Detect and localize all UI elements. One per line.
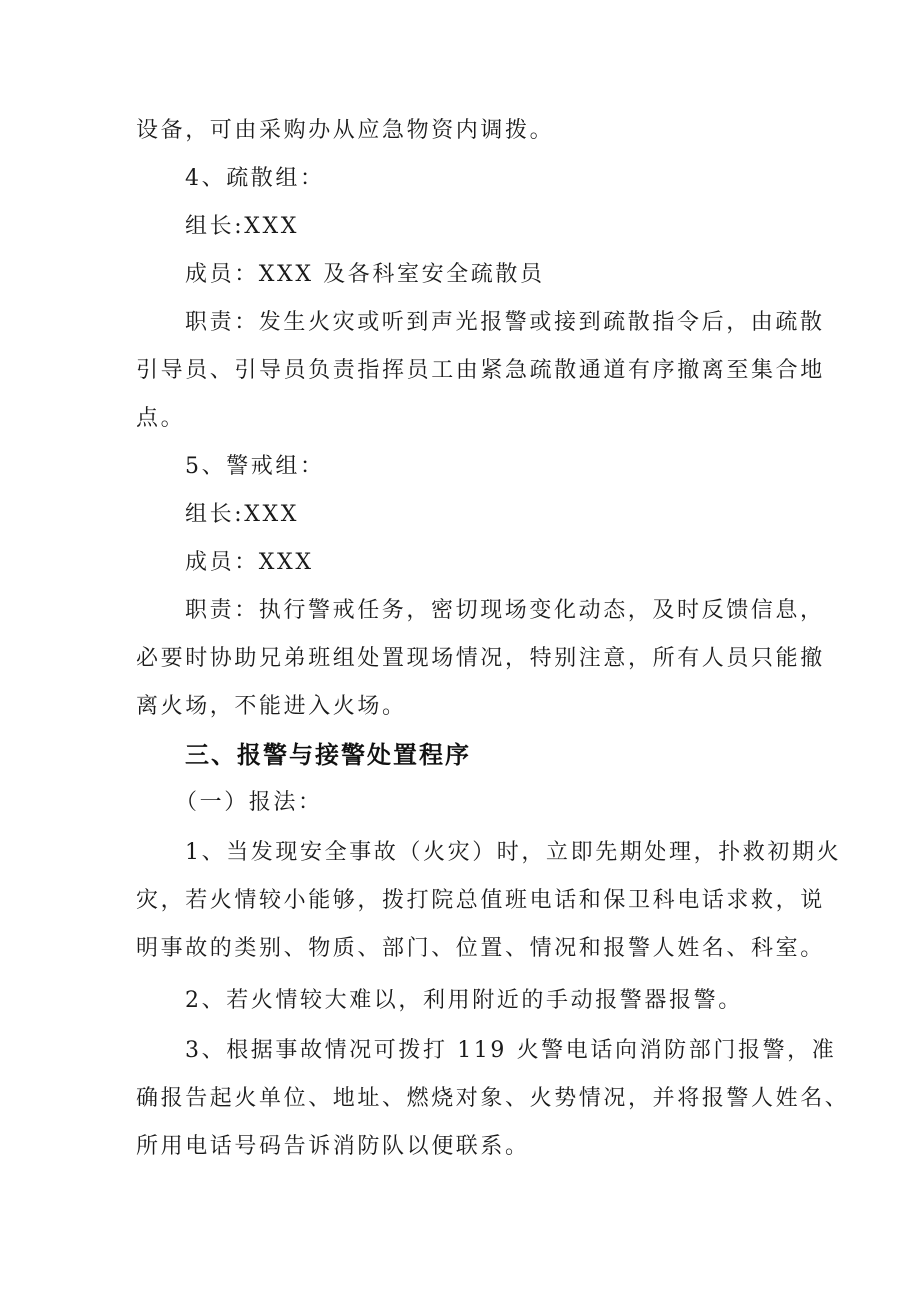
subsection-heading: （一）报法： (175, 790, 323, 815)
paragraph-line: 必要时协助兄弟班组处置现场情况，特别注意，所有人员只能撤 (136, 646, 825, 671)
group-members-line: 成员：XXX 及各科室安全疏散员 (185, 262, 545, 287)
paragraph-line: 3、根据事故情况可拨打 119 火警电话向消防部门报警，准 (185, 1038, 837, 1063)
group-leader-line: 组长:XXX (185, 502, 299, 527)
group-title-evacuation: 4、疏散组： (185, 166, 325, 191)
paragraph-line: 点。 (136, 406, 186, 431)
paragraph-line: 离火场，不能进入火场。 (136, 694, 407, 719)
group-leader-line: 组长:XXX (185, 214, 299, 239)
group-title-guard: 5、警戒组： (185, 454, 325, 479)
group-members-line: 成员：XXX (185, 550, 314, 575)
section-heading: 三、报警与接警处置程序 (185, 741, 471, 769)
paragraph-line: 所用电话号码告诉消防队以便联系。 (136, 1134, 530, 1159)
paragraph-line: 明事故的类别、物质、部门、位置、情况和报警人姓名、科室。 (136, 936, 825, 961)
duty-line: 职责：执行警戒任务，密切现场变化动态，及时反馈信息， (185, 598, 825, 623)
paragraph-line: 设备，可由采购办从应急物资内调拨。 (136, 118, 555, 143)
paragraph-line: 1、当发现安全事故（火灾）时，立即先期处理，扑救初期火 (185, 840, 842, 865)
paragraph-line: 确报告起火单位、地址、燃烧对象、火势情况，并将报警人姓名、 (136, 1086, 850, 1111)
duty-line: 职责：发生火灾或听到声光报警或接到疏散指令后，由疏散 (185, 310, 825, 335)
paragraph-line: 2、若火情较大难以，利用附近的手动报警器报警。 (185, 988, 743, 1013)
paragraph-line: 引导员、引导员负责指挥员工由紧急疏散通道有序撤离至集合地 (136, 358, 825, 383)
paragraph-line: 灾，若火情较小能够，拨打院总值班电话和保卫科电话求救，说 (136, 888, 825, 913)
